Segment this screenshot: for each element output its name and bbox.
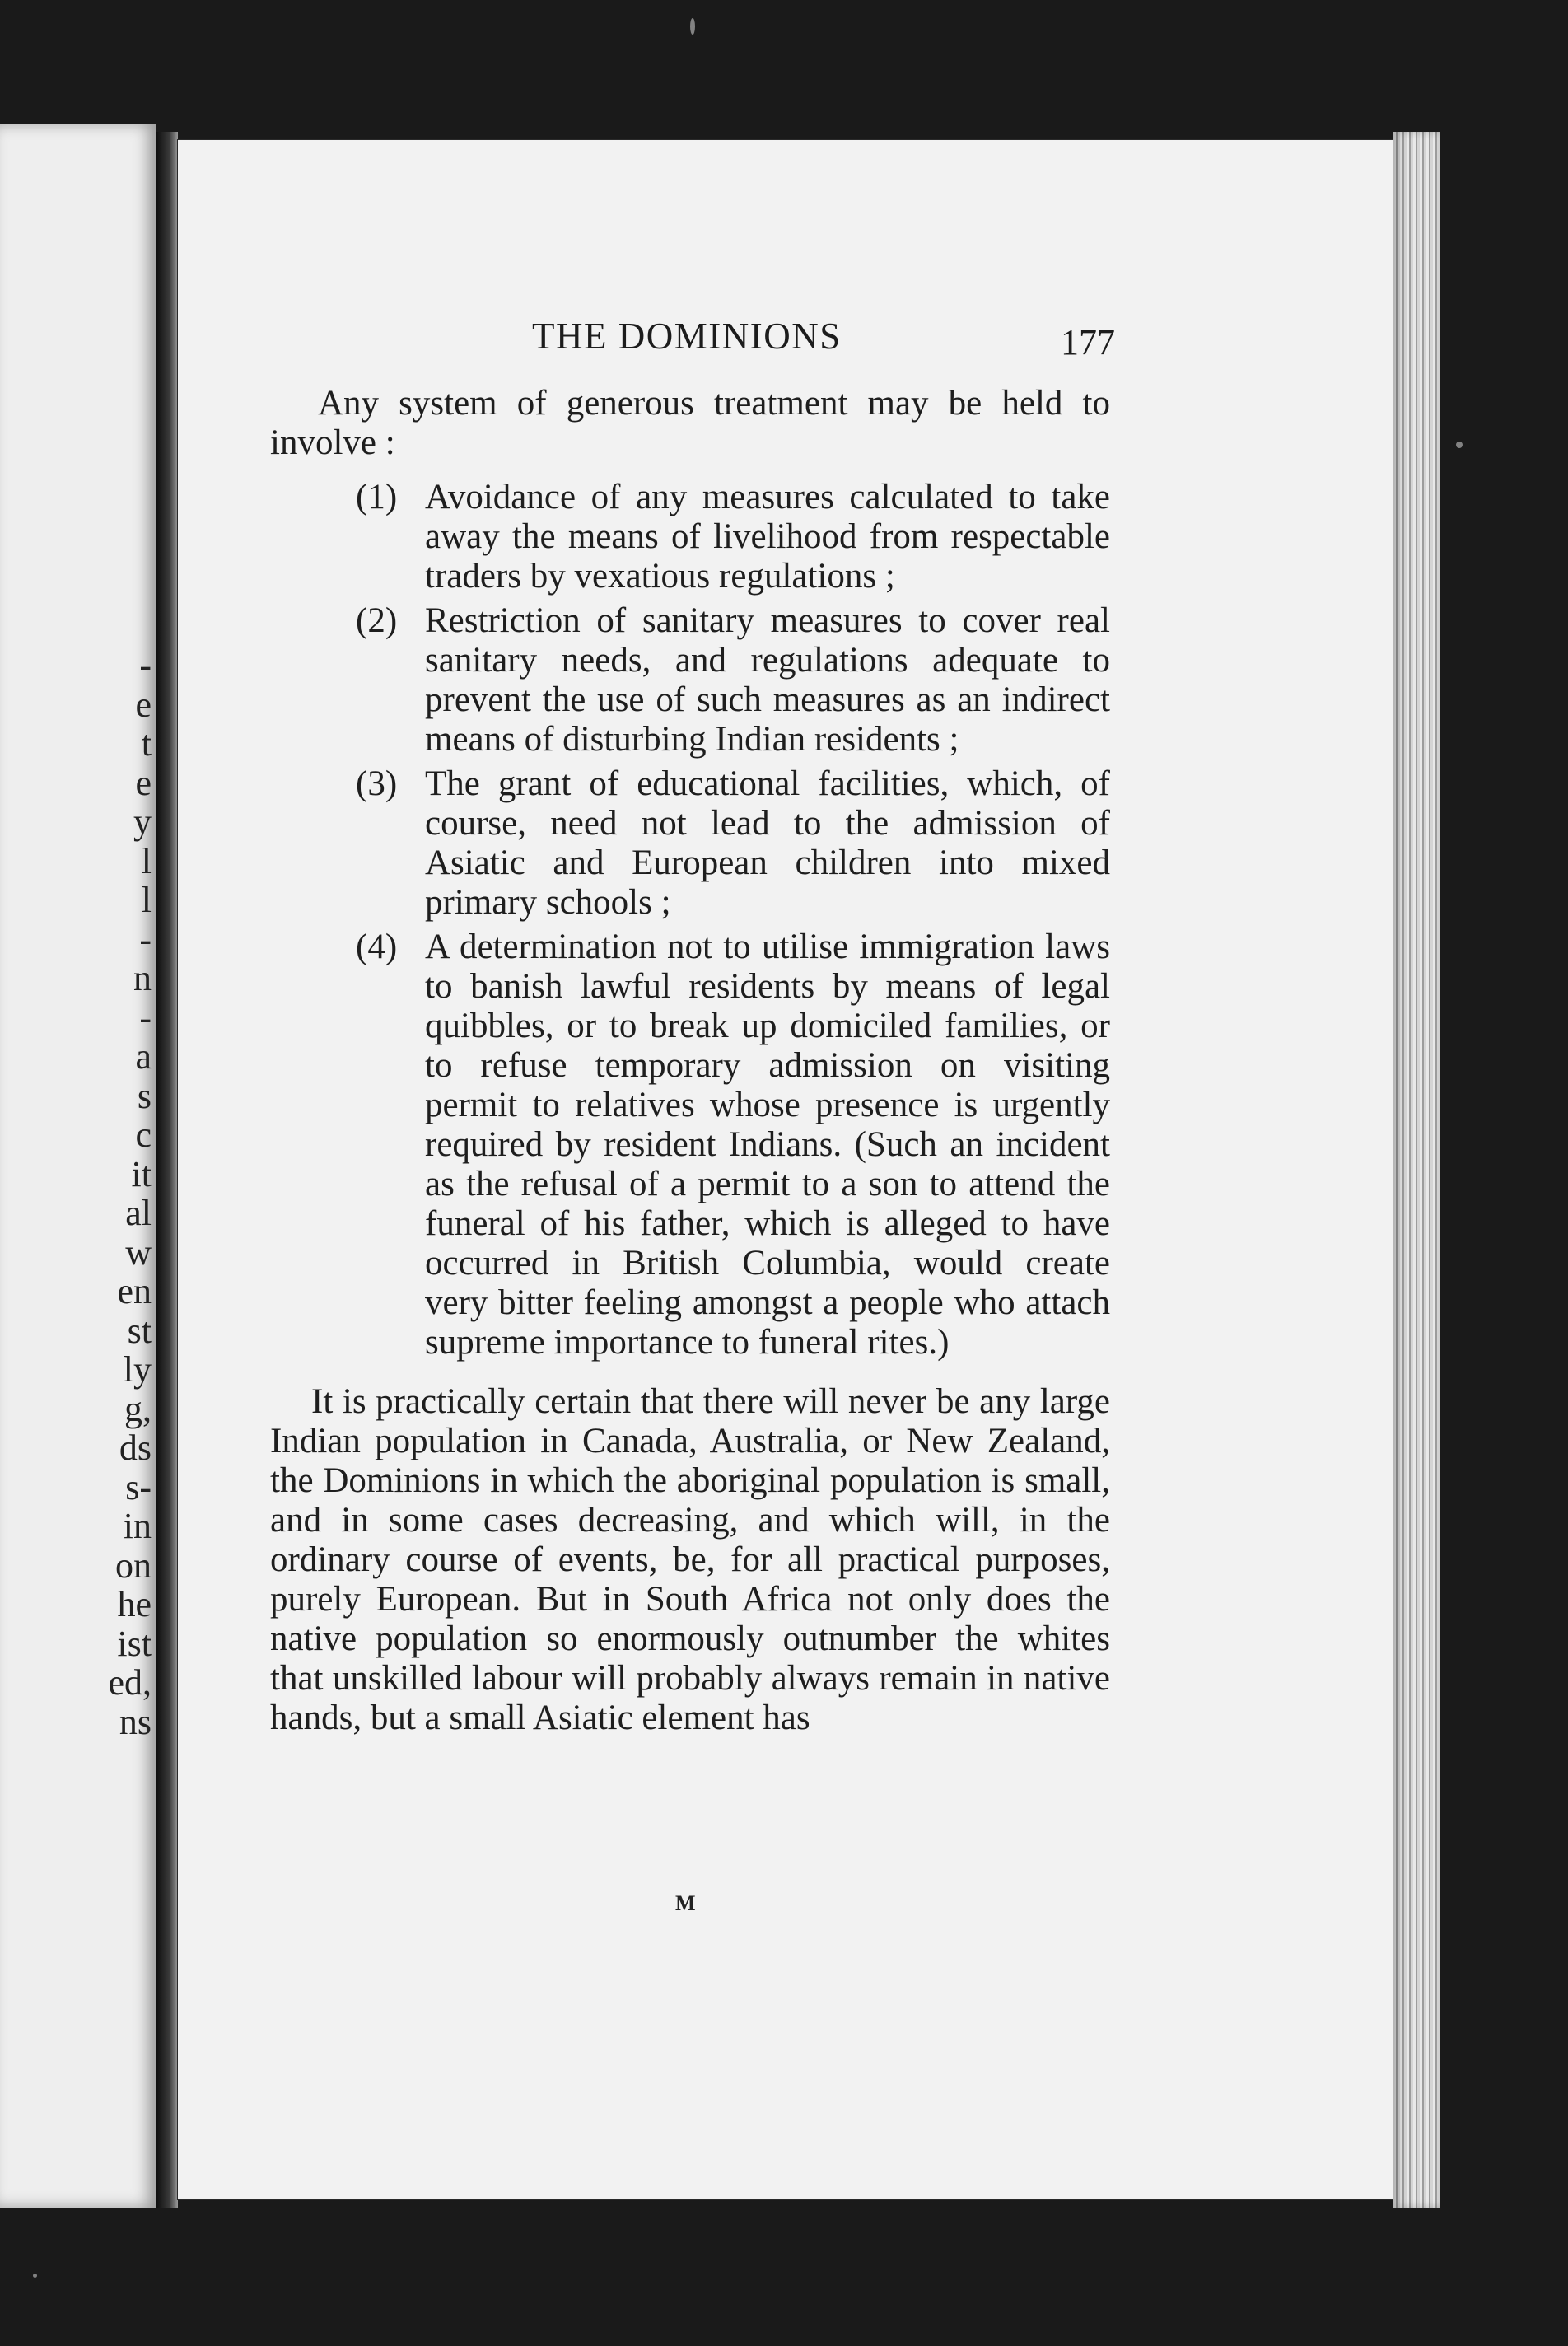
left-page-fragment: al xyxy=(125,1193,152,1233)
film-speck xyxy=(33,2274,37,2278)
left-page-fragment: he xyxy=(117,1584,152,1624)
left-page-fragment: - xyxy=(139,918,152,960)
list-item-text: Restriction of sanitary measures to cover real sanitary needs, and regulations adequate to prevent the use of such measures as an indirect means of disturbing Indian residents ; xyxy=(425,601,1110,759)
left-page-fragment: y xyxy=(133,801,152,842)
left-page-fragment: en xyxy=(117,1271,152,1311)
left-page-fragment: g, xyxy=(124,1388,152,1429)
list-item-number: (4) xyxy=(356,928,398,966)
left-page-fragment: ns xyxy=(119,1701,152,1742)
page-number: 177 xyxy=(1061,322,1115,362)
film-speck xyxy=(1456,442,1463,448)
list-item-number: (2) xyxy=(356,601,398,640)
left-page-fragment: a xyxy=(135,1036,152,1077)
left-page-fragment: - xyxy=(139,645,152,685)
left-page-fragment: ds xyxy=(119,1428,152,1468)
list-item xyxy=(270,478,1110,596)
left-page-fragment: s xyxy=(137,1075,152,1116)
list-item-text: Avoidance of any measures calculated to take away the means of livelihood from respectable traders by vexatious regulations ; xyxy=(425,478,1110,596)
left-page-fragment: in xyxy=(123,1506,152,1546)
left-page-fragment: ed, xyxy=(108,1662,152,1703)
list-item-number: (3) xyxy=(356,764,398,803)
list-item-text: A determination not to utilise immigration laws to banish lawful residents by means of legal quibbles, or to break up domiciled families, or to refuse temporary admission on visiting permit to relatives whose presence is urgently required by resident Indians. (Such an incident as the refusal of a permit to a son to attend the funeral of his father, which is alleged to have occurred in British Columbia, would create very bitter feeling amongst a people who attach supreme importance to funeral rites.) xyxy=(425,928,1110,1362)
list-item-text: The grant of educational facilities, which, of course, need not lead to the admission of Asiatic and European children into mixed primary schools ; xyxy=(425,764,1110,922)
left-page-fragment: w xyxy=(125,1231,152,1273)
signature-mark: M xyxy=(675,1891,698,1915)
left-page-fragment: s- xyxy=(125,1466,152,1507)
left-page-fragment: on xyxy=(115,1545,152,1586)
body-text xyxy=(270,384,1110,1738)
left-page-fragment: t xyxy=(141,723,152,764)
left-page-fragment: n xyxy=(133,958,152,998)
film-scratch xyxy=(690,18,695,35)
left-page-fragment: c xyxy=(135,1115,152,1155)
left-page-fragment: it xyxy=(131,1153,152,1194)
left-page-fragment: l xyxy=(141,880,152,920)
book-gutter xyxy=(156,132,178,2208)
list-item xyxy=(270,928,1110,1362)
left-page-fragment: st xyxy=(127,1310,152,1351)
list-item xyxy=(270,601,1110,759)
list-item xyxy=(270,764,1110,923)
running-head: THE DOMINIONS xyxy=(532,315,842,357)
page-edges xyxy=(1393,132,1440,2208)
left-facing-page xyxy=(0,124,156,2208)
left-page-fragment: - xyxy=(139,997,152,1038)
list-item-number: (1) xyxy=(356,478,398,516)
left-page-fragment: ist xyxy=(117,1623,152,1664)
numbered-list xyxy=(270,478,1110,1362)
left-page-fragment: ly xyxy=(123,1349,152,1390)
left-page-fragment: l xyxy=(141,840,152,881)
closing-paragraph: It is practically certain that there will never be any large Indian population in Canada, Australia, or New Zealand, the Dominions in which the aboriginal population is small, and in some cases decreasing, and which will, in the ordinary course of events, be, for all practical purposes, purely European. But in South Africa not only does the native population so enormously outnumber the whites that unskilled labour will probably always remain in native hands, but a small Asiatic element has xyxy=(270,1382,1110,1737)
left-page-fragment: e xyxy=(135,684,152,725)
left-page-fragment: e xyxy=(135,762,152,803)
intro-paragraph: Any system of generous treatment may be held to involve : xyxy=(270,384,1110,462)
